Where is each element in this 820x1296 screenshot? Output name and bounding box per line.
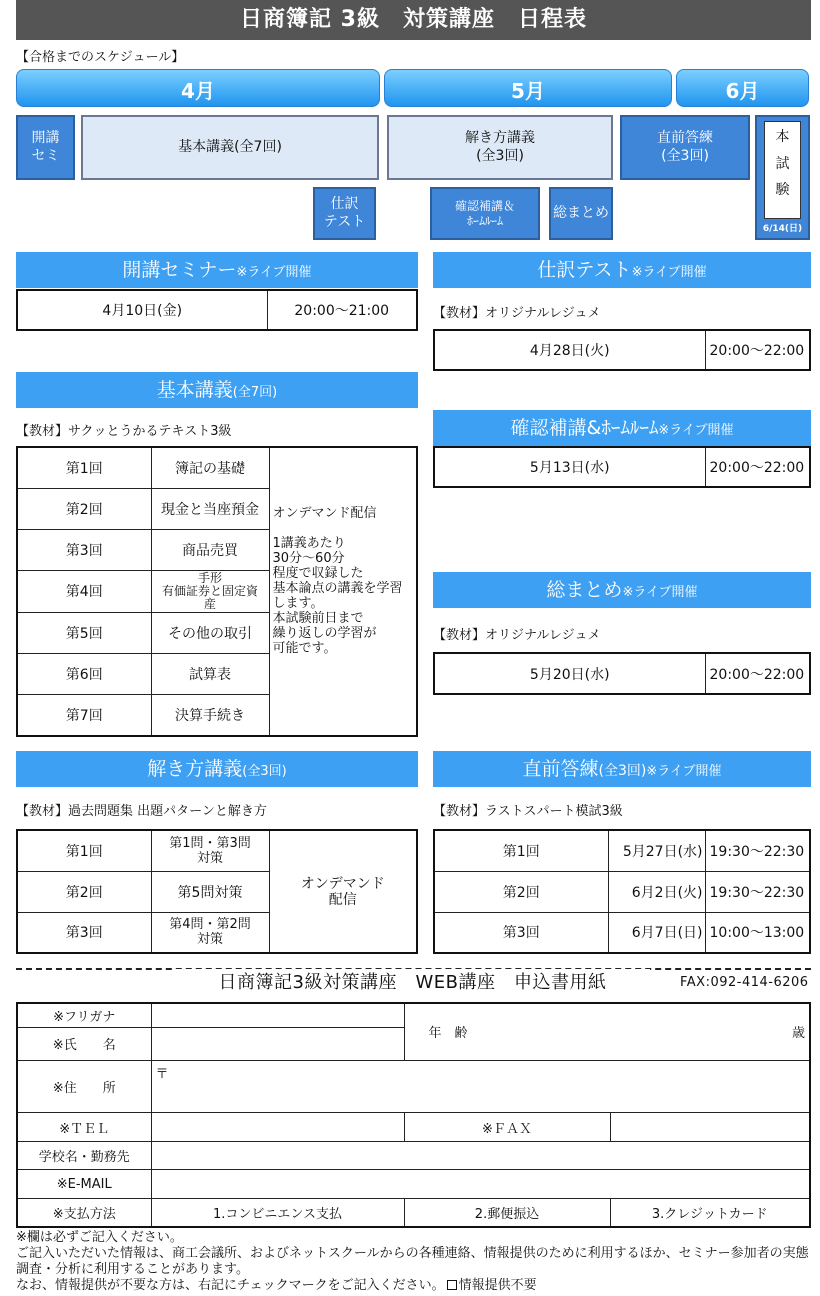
age-field[interactable] <box>404 1003 810 1060</box>
application-form <box>16 1002 811 1228</box>
tokikata-table <box>16 829 418 954</box>
address-field[interactable] <box>151 1060 810 1113</box>
chokuzen-material: 【教材】ラストスパート模試3級 <box>433 804 623 819</box>
shiwake-heading-text: 仕訳テスト <box>537 259 632 281</box>
kakunin-time: 20:00～22:00 <box>705 447 810 487</box>
month-june: 6月 <box>676 69 809 107</box>
kakunin-note: ※ライブ開催 <box>658 423 734 438</box>
kakunin-date: 5月13日(水) <box>434 447 705 487</box>
timeline-exam <box>755 115 810 240</box>
matome-heading-text: 総まとめ <box>546 579 623 601</box>
tokikata-row-topic: 第5問対策 <box>151 871 269 912</box>
basic-row-no: 第4回 <box>17 571 151 612</box>
chokuzen-heading-text: 直前答練 <box>522 758 599 780</box>
tokikata-row-no: 第3回 <box>17 912 151 953</box>
footer-optout-note <box>16 1278 816 1294</box>
seminar-time: 20:00～21:00 <box>267 290 417 330</box>
footer-optout-text: なお、情報提供が不要な方は、右記にチェックマークをご記入ください。 <box>16 1278 445 1293</box>
basic-row-no: 第7回 <box>17 695 151 736</box>
basic-material: 【教材】サクッとうかるテキスト3級 <box>16 424 232 439</box>
school-field[interactable] <box>151 1141 810 1170</box>
optout-checkbox[interactable] <box>447 1280 457 1290</box>
tokikata-material: 【教材】過去問題集 出題パターンと解き方 <box>16 804 267 819</box>
chokuzen-row-time: 19:30～22:30 <box>705 871 810 912</box>
shiwake-material: 【教材】オリジナルレジュメ <box>433 306 601 321</box>
fax-label: ※ＦＡＸ <box>404 1113 610 1142</box>
tokikata-heading-text: 解き方講義 <box>147 758 243 780</box>
optout-checkbox-label: 情報提供不要 <box>458 1278 537 1293</box>
basic-heading-text: 基本講義 <box>156 379 233 401</box>
seminar-heading <box>16 252 418 288</box>
name-label: ※氏 名 <box>17 1027 151 1060</box>
age-unit: 歳 <box>791 1026 805 1042</box>
footer-required-note: ※欄は必ずご記入ください。 <box>16 1230 183 1245</box>
basic-delivery: オンデマンド配信 1講義あたり 30分～60分 程度で収録した 基本論点の講義を学習 します。 本試験前日まで 繰り返しの学習が 可能です。 <box>269 447 417 736</box>
shiwake-heading <box>433 252 811 288</box>
page-title: 日商簿記 3級 対策講座 日程表 <box>16 0 811 40</box>
timeline-kakunin: 確認補講＆ ﾎｰﾑﾙｰﾑ <box>430 187 540 240</box>
timeline-chokuzen: 直前答練 (全3回) <box>620 115 750 180</box>
chokuzen-row-date: 6月2日(火) <box>608 871 705 912</box>
timeline-shiwake-test: 仕訳 テスト <box>313 187 376 240</box>
basic-row-topic: 現金と当座預金 <box>151 488 269 529</box>
fax-field[interactable] <box>610 1113 810 1142</box>
matome-table <box>433 652 811 695</box>
basic-row-topic: その他の取引 <box>151 612 269 653</box>
basic-table <box>16 446 418 737</box>
email-label: ※E-MAIL <box>17 1170 151 1199</box>
basic-row-no: 第6回 <box>17 653 151 694</box>
timeline-basic-lecture: 基本講義(全7回) <box>81 115 379 180</box>
seminar-note: ※ライブ開催 <box>236 265 312 280</box>
matome-material: 【教材】オリジナルレジュメ <box>433 628 601 643</box>
chokuzen-heading <box>433 751 811 787</box>
kakunin-heading-text: 確認補講&ﾎｰﾑﾙｰﾑ <box>510 417 659 439</box>
timeline-tokikata: 解き方講義 (全3回) <box>387 115 613 180</box>
tokikata-note: (全3回) <box>242 764 287 779</box>
payment-label: ※支払方法 <box>17 1198 151 1227</box>
tokikata-heading <box>16 751 418 787</box>
month-may: 5月 <box>384 69 672 107</box>
furigana-label: ※フリガナ <box>17 1003 151 1027</box>
kakunin-table <box>433 446 811 488</box>
basic-row-no: 第5回 <box>17 612 151 653</box>
basic-row-topic: 手形 有価証券と固定資 産 <box>151 571 269 612</box>
shiwake-date: 4月28日(火) <box>434 330 705 370</box>
tokikata-row-no: 第2回 <box>17 871 151 912</box>
shiwake-note: ※ライブ開催 <box>631 265 707 280</box>
footer-privacy-note: ご記入いただいた情報は、商工会議所、およびネットスクールからの各種連絡、情報提供のために利用するほか、セミナー参加者の実態調査・分析に利用することがあります。 <box>16 1246 809 1277</box>
name-field[interactable] <box>151 1027 404 1060</box>
basic-heading <box>16 372 418 408</box>
school-label: 学校名・勤務先 <box>17 1141 151 1170</box>
tokikata-delivery: オンデマンド 配信 <box>269 830 417 953</box>
basic-row-topic: 簿記の基礎 <box>151 447 269 488</box>
timeline-matome: 総まとめ <box>549 187 613 240</box>
email-field[interactable] <box>151 1170 810 1199</box>
chokuzen-note2: ※ライブ開催 <box>646 764 722 779</box>
matome-date: 5月20日(水) <box>434 653 705 694</box>
timeline-opening-seminar: 開講 セミ <box>16 115 75 180</box>
basic-row-topic: 商品売買 <box>151 530 269 571</box>
schedule-caption: 【合格までのスケジュール】 <box>16 50 185 65</box>
shiwake-table <box>433 329 811 371</box>
basic-note: (全7回) <box>232 385 278 400</box>
age-label: 年 齢 <box>428 1026 468 1042</box>
payment-option-postal[interactable]: 2.郵便振込 <box>404 1198 610 1227</box>
payment-option-convenience[interactable]: 1.コンビニエンス支払 <box>151 1198 404 1227</box>
matome-heading <box>433 572 811 608</box>
basic-row-topic: 試算表 <box>151 653 269 694</box>
address-label: ※住 所 <box>17 1060 151 1113</box>
seminar-table <box>16 289 418 331</box>
seminar-date: 4月10日(金) <box>17 290 267 330</box>
kakunin-heading <box>433 410 811 446</box>
tokikata-row-topic: 第1問・第3問 対策 <box>151 830 269 871</box>
furigana-field[interactable] <box>151 1003 404 1027</box>
seminar-heading-text: 開講セミナー <box>122 259 237 281</box>
matome-note: ※ライブ開催 <box>622 585 698 600</box>
tokikata-row-topic: 第4問・第2問 対策 <box>151 912 269 953</box>
shiwake-time: 20:00～22:00 <box>705 330 810 370</box>
chokuzen-table <box>433 829 811 954</box>
tokikata-row-no: 第1回 <box>17 830 151 871</box>
month-april: 4月 <box>16 69 380 107</box>
chokuzen-note: (全3回) <box>598 763 647 779</box>
chokuzen-row-no: 第1回 <box>434 830 608 871</box>
basic-row-no: 第1回 <box>17 447 151 488</box>
form-fax-number: FAX:092-414-6206 <box>680 975 809 990</box>
chokuzen-row-no: 第3回 <box>434 912 608 953</box>
basic-row-no: 第2回 <box>17 488 151 529</box>
form-title: 日商簿記3級対策講座 WEB講座 申込書用紙 <box>175 969 650 997</box>
matome-time: 20:00～22:00 <box>705 653 810 694</box>
chokuzen-row-date: 5月27日(水) <box>608 830 705 871</box>
chokuzen-row-date: 6月7日(日) <box>608 912 705 953</box>
chokuzen-row-no: 第2回 <box>434 871 608 912</box>
basic-row-no: 第3回 <box>17 530 151 571</box>
tel-field[interactable] <box>151 1113 404 1142</box>
chokuzen-row-time: 10:00～13:00 <box>705 912 810 953</box>
basic-row-topic: 決算手続き <box>151 695 269 736</box>
exam-date: 6/14(日) <box>762 224 803 234</box>
postal-mark: 〒 <box>155 1066 169 1082</box>
chokuzen-row-time: 19:30～22:30 <box>705 830 810 871</box>
exam-label: 本 試 験 <box>764 121 801 219</box>
payment-option-credit[interactable]: 3.クレジットカード <box>610 1198 810 1227</box>
footer-notes <box>16 1230 816 1294</box>
tel-label: ※ＴＥＬ <box>17 1113 151 1142</box>
